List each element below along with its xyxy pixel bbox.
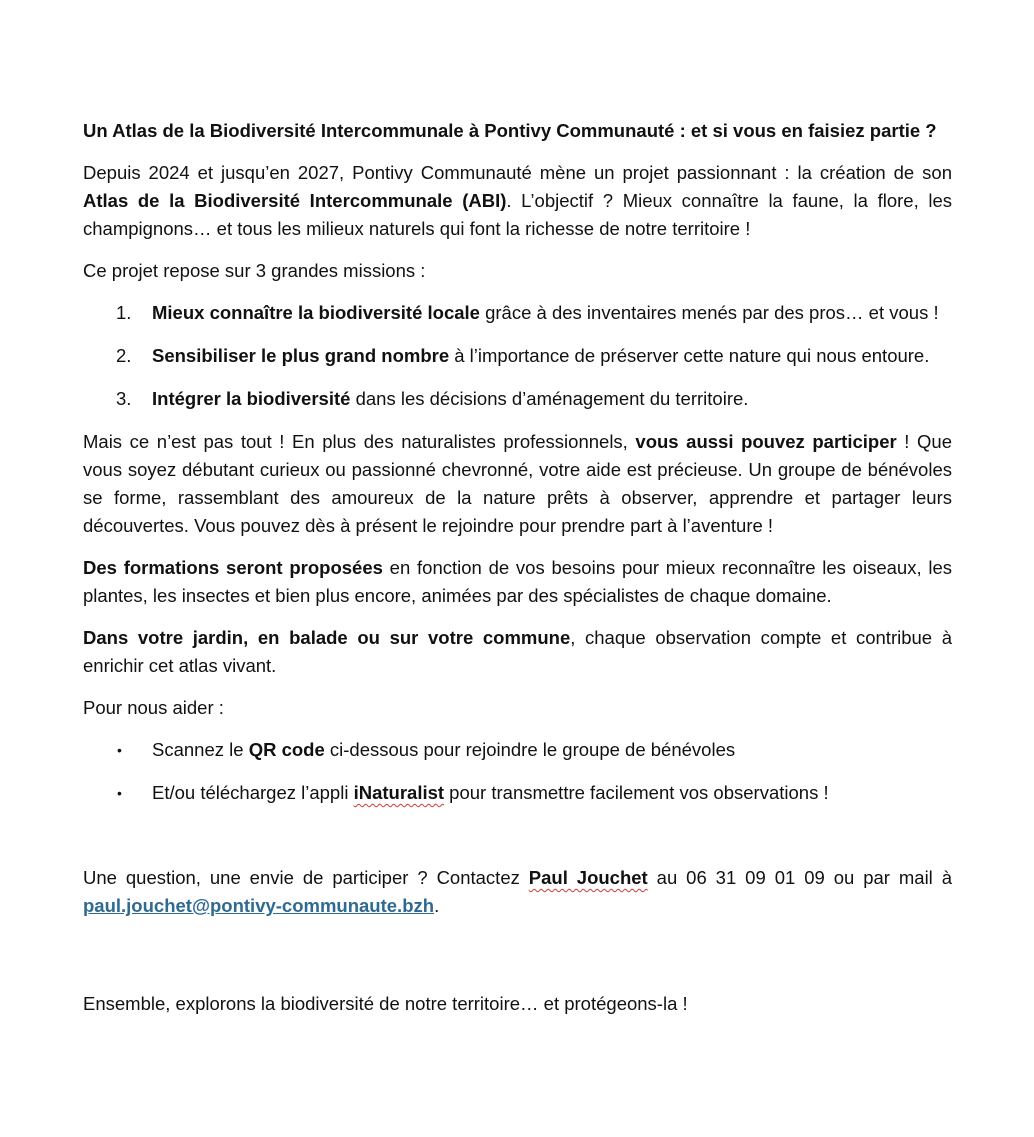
trainings-paragraph bbox=[83, 554, 952, 610]
document-title: Un Atlas de la Biodiversité Intercommunale à Pontivy Communauté : et si vous en faisiez partie ? bbox=[83, 120, 937, 141]
app-name: iNaturalist bbox=[353, 782, 445, 803]
help-text-1: Et/ou téléchargez l’appli bbox=[152, 782, 354, 803]
mission-item bbox=[83, 342, 952, 370]
contact-text-3: . bbox=[434, 895, 440, 916]
participate-paragraph bbox=[83, 428, 952, 540]
intro-bold: Atlas de la Biodiversité Intercommunale (ABI) bbox=[83, 190, 507, 211]
participate-text-1: Mais ce n’est pas tout ! En plus des naturalistes professionnels, bbox=[83, 431, 636, 452]
bullet-icon: • bbox=[117, 742, 122, 758]
help-text-1: Scannez le bbox=[152, 739, 249, 760]
contact-text-1: Une question, une envie de participer ? Contactez bbox=[83, 867, 529, 888]
help-item bbox=[83, 736, 952, 764]
trainings-bold: Des formations seront proposées bbox=[83, 557, 383, 578]
mission-text: grâce à des inventaires menés par des pros… et vous ! bbox=[479, 302, 939, 323]
closing-paragraph: Ensemble, explorons la biodiversité de notre territoire… et protégeons-la ! bbox=[83, 993, 688, 1014]
participate-bold: vous aussi pouvez participer bbox=[635, 431, 897, 452]
intro-text-2: . L’objectif ? Mieux connaître la faune, la flore, les champignons… et tous les milieux naturels qui font la richesse de notre territoire ! bbox=[83, 190, 952, 239]
document-page bbox=[83, 117, 952, 1032]
garden-text: , chaque observation compte et contribue à enrichir cet atlas vivant. bbox=[83, 627, 953, 676]
mission-item bbox=[83, 299, 952, 327]
intro-text-1: Depuis 2024 et jusqu’en 2027, Pontivy Communauté mène un projet passionnant : la création de son bbox=[83, 162, 952, 183]
mission-bold: Sensibiliser le plus grand nombre bbox=[152, 345, 450, 366]
spacer bbox=[83, 822, 952, 864]
help-list bbox=[83, 736, 952, 807]
participate-text-2: ! Que vous soyez débutant curieux ou passionné chevronné, votre aide est précieuse. Un groupe de bénévoles se forme, rassemblant des amoureux de la nature prêts à observer, apprendre et partager leurs découvertes. Vous pouvez dès à présent le rejoindre pour prendre part à l’aventure ! bbox=[83, 431, 952, 536]
mission-bold: Mieux connaître la biodiversité locale bbox=[152, 302, 480, 323]
help-text-2: pour transmettre facilement vos observations ! bbox=[444, 782, 829, 803]
garden-bold: Dans votre jardin, en balade ou sur votre commune bbox=[83, 627, 571, 648]
garden-paragraph bbox=[83, 624, 952, 680]
contact-paragraph bbox=[83, 864, 952, 920]
email-link[interactable]: paul.jouchet@pontivy-communaute.bzh bbox=[83, 895, 435, 916]
help-bold: QR code bbox=[248, 739, 325, 760]
list-number: 3. bbox=[116, 388, 132, 409]
mission-item bbox=[83, 385, 952, 413]
help-intro: Pour nous aider : bbox=[83, 697, 224, 718]
mission-text: à l’importance de préserver cette nature qui nous entoure. bbox=[449, 345, 930, 366]
spacer bbox=[83, 934, 952, 990]
help-text-2: ci-dessous pour rejoindre le groupe de bénévoles bbox=[324, 739, 736, 760]
bullet-icon: • bbox=[117, 785, 122, 801]
intro-paragraph bbox=[83, 159, 952, 243]
trainings-text: en fonction de vos besoins pour mieux reconnaître les oiseaux, les plantes, les insectes et bien plus encore, animées par des spécialistes de chaque domaine. bbox=[83, 557, 952, 606]
missions-list bbox=[83, 299, 952, 413]
contact-name: Paul Jouchet bbox=[528, 867, 648, 888]
mission-bold: Intégrer la biodiversité bbox=[152, 388, 351, 409]
missions-intro: Ce projet repose sur 3 grandes missions : bbox=[83, 260, 426, 281]
mission-text: dans les décisions d’aménagement du territoire. bbox=[350, 388, 749, 409]
list-number: 2. bbox=[116, 345, 132, 366]
contact-text-2: au 06 31 09 01 09 ou par mail à bbox=[647, 867, 953, 888]
help-item bbox=[83, 779, 952, 807]
list-number: 1. bbox=[116, 302, 132, 323]
